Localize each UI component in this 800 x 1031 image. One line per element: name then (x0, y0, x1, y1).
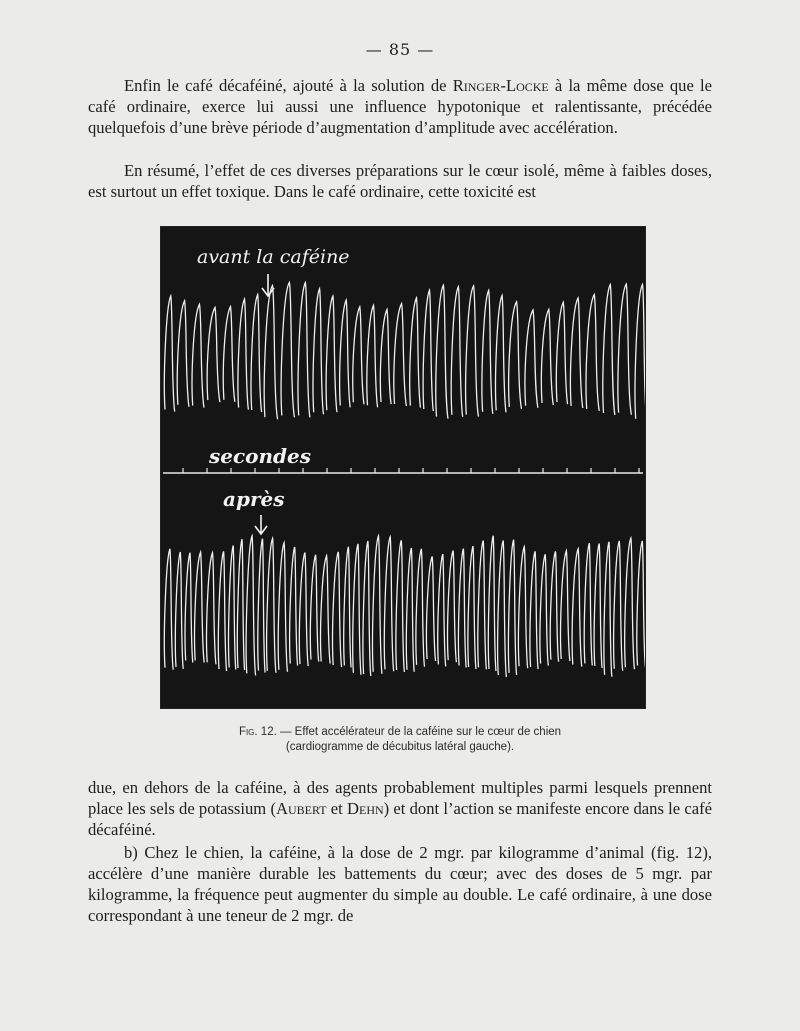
caption-line1: — Effet accélérateur de la caféine sur le cœur de chien (276, 726, 562, 738)
paragraph-decaf (88, 75, 712, 138)
caption-line2: (cardiogramme de décubitus latéral gauche). (285, 741, 515, 753)
paragraph-text: à la même dose que le café ordinaire, exerce lui aussi une influence hypotonique et ralentissante, précédée quelquefois d’une brève période d’augmentation d’amplitude avec accélération. (88, 76, 712, 137)
figure-caption (150, 725, 650, 755)
author-name: Ringer-Locke (452, 76, 549, 95)
author-name: Aubert (275, 799, 327, 818)
arrow-after (255, 515, 267, 534)
page-number: — 85 — (365, 40, 435, 59)
paragraph-summary: En résumé, l’effet de ces diverses préparations sur le cœur isolé, même à faibles doses, est surtout un effet toxique. Dans le café ordinaire, cette toxicité est (88, 161, 712, 201)
paragraph-text: Enfin le café décaféiné, ajouté à la solution de (124, 76, 453, 95)
cardiogram-figure (161, 227, 645, 708)
trace-after (164, 536, 645, 677)
paragraph-text: due, en dehors de la caféine, à des agents probablement multiples parmi lesquels prennent place les sels de potassium ( (88, 778, 712, 818)
trace-before (164, 282, 645, 421)
paragraph-text: et (326, 799, 348, 818)
label-before: avant la caféine (197, 246, 350, 268)
cardiogram-image (161, 227, 645, 708)
author-name: Dehn (347, 799, 384, 818)
label-seconds: secondes (209, 444, 312, 468)
trace-path (164, 282, 645, 421)
seconds-timeline (163, 468, 643, 473)
trace-path (164, 536, 645, 677)
label-after: après (223, 487, 285, 511)
paragraph-dog: b) Chez le chien, la caféine, à la dose de 2 mgr. par kilogramme d’animal (fig. 12), accélère d’une manière durable les battements du cœur; avec des doses de 5 mgr. par kilogramme, la fréquence peut augmenter du simple au double. Le café ordinaire, à une dose correspondant à une teneur de 2 mgr. de (88, 843, 712, 925)
paragraph-text: ) et dont l’action se manifeste encore dans le café décaféiné. (88, 799, 712, 839)
figure-number: Fig. 12. (238, 726, 277, 738)
paragraph-toxicity (88, 777, 712, 840)
